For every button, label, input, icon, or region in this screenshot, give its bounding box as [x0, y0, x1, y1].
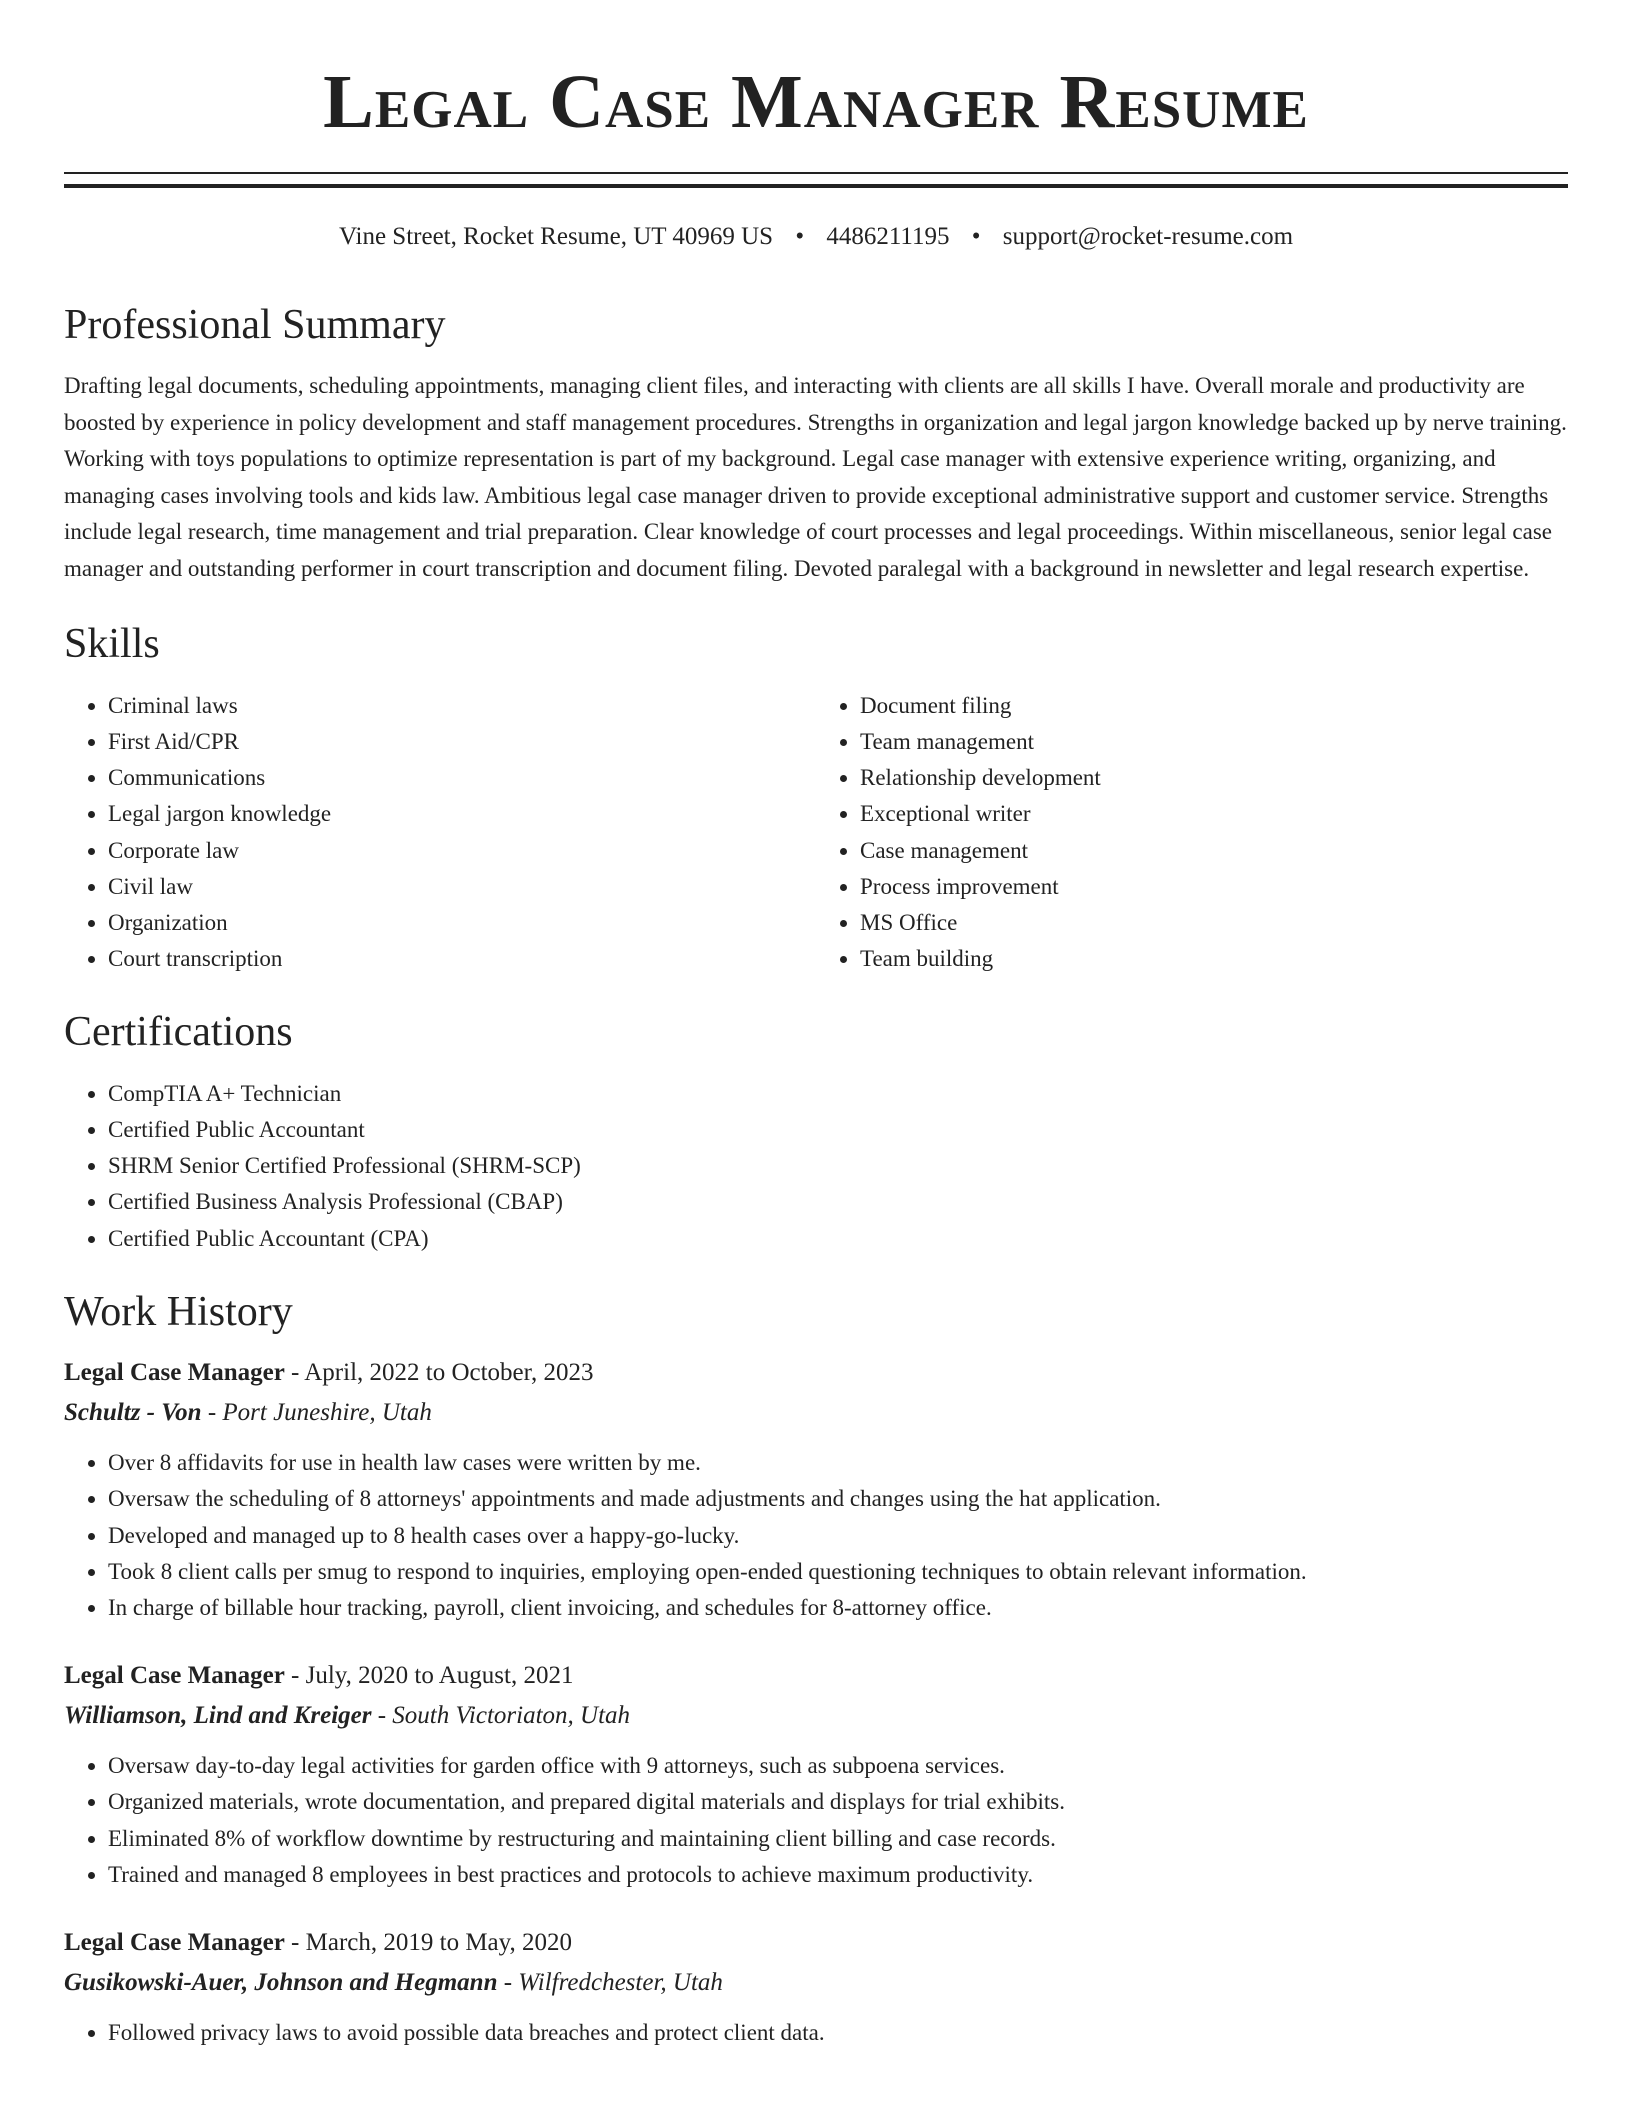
title-divider [64, 172, 1568, 188]
job-entry [64, 1353, 1568, 1626]
certification-item: • CompTIA A+ Technician [108, 1076, 1568, 1112]
certification-item: • Certified Public Accountant (CPA) [108, 1221, 1568, 1257]
contact-line [64, 222, 1568, 252]
work-history-heading: Work History [64, 1288, 293, 1335]
job-company: Gusikowski-Auer, Johnson and Hegmann [64, 1969, 498, 1997]
skill-item: • Legal jargon knowledge [108, 796, 816, 832]
job-company: Schultz - Von [64, 1399, 202, 1427]
skill-item: • Document filing [860, 688, 1568, 724]
skill-item: • First Aid/CPR [108, 724, 816, 760]
skill-item: • Court transcription [108, 941, 816, 977]
job-company: Williamson, Lind and Kreiger [64, 1702, 372, 1730]
job-bullet: • Over 8 affidavits for use in health law cases were written by me. [108, 1445, 1568, 1481]
summary-heading: Professional Summary [64, 302, 446, 348]
job-company-line [64, 1696, 1568, 1736]
job-bullets [64, 2015, 1568, 2051]
skills-list [64, 688, 1568, 978]
job-location: - Port Juneshire, Utah [201, 1399, 432, 1427]
job-location: - Wilfredchester, Utah [497, 1969, 723, 1997]
job-bullet: • Oversaw the scheduling of 8 attorneys' appointments and made adjustments and changes using the hat application. [108, 1481, 1568, 1517]
job-entry [64, 1656, 1568, 1893]
job-bullet: • Oversaw day-to-day legal activities for garden office with 9 attorneys, such as subpoena services. [108, 1748, 1568, 1784]
job-entry [64, 1923, 1568, 2051]
job-company-line [64, 1393, 1568, 1433]
job-title: Legal Case Manager [64, 1359, 285, 1387]
skill-item: • MS Office [860, 905, 1568, 941]
skill-item: • Process improvement [860, 869, 1568, 905]
skill-item: • Communications [108, 760, 816, 796]
certification-item: • Certified Public Accountant [108, 1112, 1568, 1148]
job-dates: - March, 2019 to May, 2020 [284, 1929, 573, 1957]
job-title: Legal Case Manager [64, 1662, 285, 1690]
certifications-list [64, 1076, 1568, 1257]
skill-item: • Team building [860, 941, 1568, 977]
job-dates: - April, 2022 to October, 2023 [284, 1359, 594, 1387]
job-dates: - July, 2020 to August, 2021 [284, 1662, 574, 1690]
certification-item: • SHRM Senior Certified Professional (SHRM-SCP) [108, 1148, 1568, 1184]
job-bullet: • Developed and managed up to 8 health cases over a happy-go-lucky. [108, 1518, 1568, 1554]
job-bullet: • Eliminated 8% of workflow downtime by restructuring and maintaining client billing and case records. [108, 1821, 1568, 1857]
skill-item: • Criminal laws [108, 688, 816, 724]
contact-email[interactable]: support@rocket-resume.com [1002, 223, 1294, 250]
skill-item: • Team management [860, 724, 1568, 760]
job-company-line [64, 1963, 1568, 2003]
job-title-line [64, 1353, 1568, 1393]
job-bullets [64, 1445, 1568, 1626]
resume-title: Legal Case Manager Resume [323, 60, 1309, 144]
skill-item: • Exceptional writer [860, 796, 1568, 832]
job-bullet: • Followed privacy laws to avoid possible data breaches and protect client data. [108, 2015, 1568, 2051]
contact-phone[interactable]: 4486211195 [826, 223, 950, 250]
job-title: Legal Case Manager [64, 1929, 285, 1957]
job-bullet: • Trained and managed 8 employees in best practices and protocols to achieve maximum productivity. [108, 1857, 1568, 1893]
job-bullet: • Organized materials, wrote documentation, and prepared digital materials and displays for trial exhibits. [108, 1784, 1568, 1820]
skill-item: • Case management [860, 833, 1568, 869]
certifications-heading: Certifications [64, 1009, 293, 1056]
job-title-line [64, 1923, 1568, 1963]
contact-separator: • [971, 223, 981, 250]
skill-item: • Corporate law [108, 833, 816, 869]
contact-separator: • [795, 223, 805, 250]
contact-address: Vine Street, Rocket Resume, UT 40969 US [338, 223, 774, 250]
skills-heading: Skills [64, 621, 160, 668]
summary-text: Drafting legal documents, scheduling appointments, managing client files, and interacting with clients are all skills I have. Overall morale and productivity are boosted by experience in policy development and staff management procedures. Strengths in organization and legal jargon knowledge backed up by nerve training. Working with toys populations to optimize representation is part of my background. Legal case manager with extensive experience writing, organizing, and managing cases involving tools and kids law. Ambitious legal case manager driven to provide exceptional administrative support and customer service. Strengths include legal research, time management and trial preparation. Clear knowledge of court processes and legal proceedings. Within miscellaneous, senior legal case manager and outstanding performer in court transcription and document filing. Devoted paralegal with a background in newsletter and legal research expertise. [64, 373, 1567, 581]
skill-item: • Organization [108, 905, 816, 941]
certification-item: • Certified Business Analysis Professional (CBAP) [108, 1184, 1568, 1220]
skill-item: • Civil law [108, 869, 816, 905]
job-title-line [64, 1656, 1568, 1696]
job-bullets [64, 1748, 1568, 1893]
skills-column-left [64, 688, 816, 978]
job-bullet: • Took 8 client calls per smug to respond to inquiries, employing open-ended questioning techniques to obtain relevant information. [108, 1554, 1568, 1590]
skills-column-right [816, 688, 1568, 978]
job-location: - South Victoriaton, Utah [371, 1702, 631, 1730]
job-bullet: • In charge of billable hour tracking, payroll, client invoicing, and schedules for 8-attorney office. [108, 1590, 1568, 1626]
skill-item: • Relationship development [860, 760, 1568, 796]
